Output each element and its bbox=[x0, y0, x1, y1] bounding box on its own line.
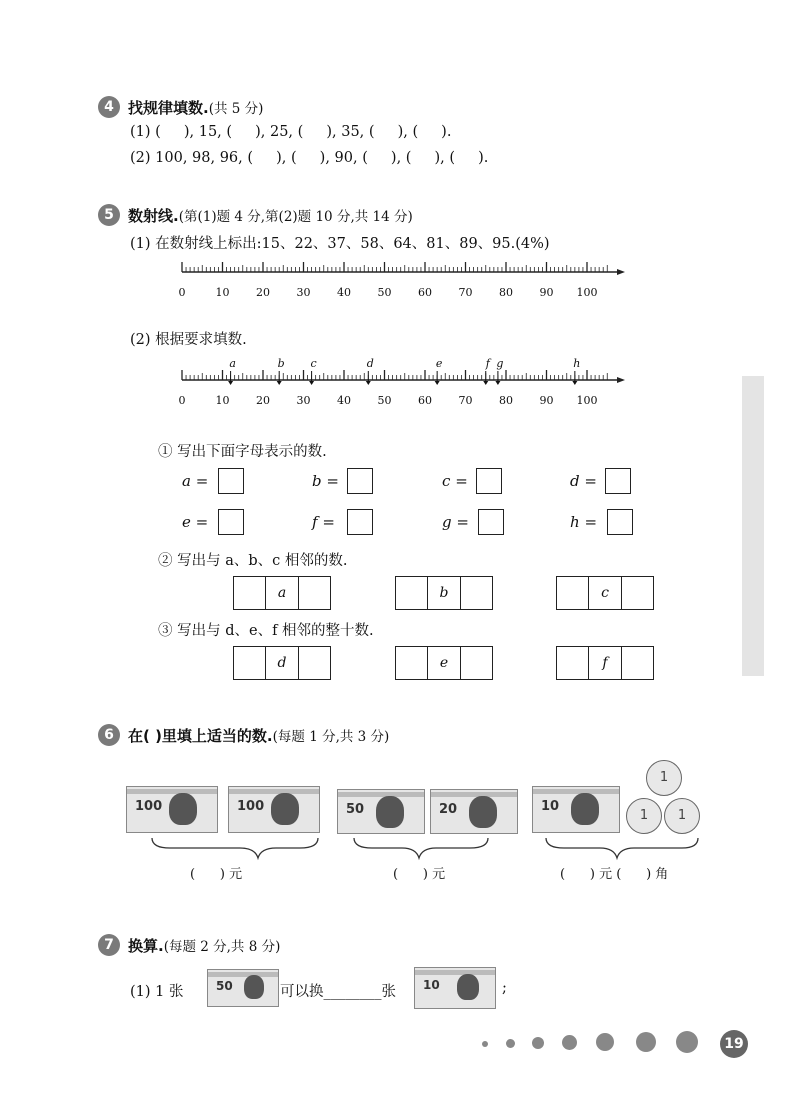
var-h-label: h bbox=[570, 513, 580, 531]
grouping-braces bbox=[140, 836, 700, 862]
equation-b bbox=[312, 472, 339, 490]
sidebar-brand-text: Yikeyilian bbox=[723, 540, 741, 621]
question-7-part-1-suffix: ; bbox=[502, 980, 507, 996]
question-5-sub-3: ③ 写出与 d、e、f 相邻的整十数. bbox=[158, 623, 374, 639]
banknote-value: 100 bbox=[135, 799, 163, 814]
var-a-label: a bbox=[182, 472, 191, 490]
question-6-title-text: 在( )里填上适当的数. bbox=[128, 727, 273, 745]
banknote-50-small bbox=[207, 969, 279, 1007]
question-4-title bbox=[128, 97, 263, 118]
banknote-10-small bbox=[414, 967, 496, 1009]
adjacent-cell-right[interactable] bbox=[622, 577, 653, 609]
sidebar-tab bbox=[742, 376, 764, 676]
letter-arrow-icon bbox=[277, 381, 282, 385]
number-ray-1 bbox=[170, 252, 630, 302]
question-6-score-note: (每题 1 分,共 3 分) bbox=[272, 729, 390, 745]
ray-tick-label: 0 bbox=[178, 286, 186, 299]
var-e-label: e bbox=[182, 513, 191, 531]
adjacent-cell-left[interactable] bbox=[234, 577, 266, 609]
banknote-band bbox=[127, 789, 217, 794]
question-5-title-text: 数射线. bbox=[128, 207, 179, 225]
equals-sign: = bbox=[455, 472, 468, 490]
portrait-icon bbox=[244, 975, 264, 999]
ray-tick-label: 60 bbox=[418, 394, 432, 407]
tens-cell-center: f bbox=[589, 647, 621, 679]
banknote-band bbox=[338, 792, 424, 797]
question-7-score-note: (每题 2 分,共 8 分) bbox=[163, 939, 281, 955]
page-number: 19 bbox=[720, 1030, 748, 1058]
equals-sign: = bbox=[195, 513, 209, 531]
banknote-value: 20 bbox=[439, 802, 458, 817]
ray-tick-label: 70 bbox=[458, 286, 473, 299]
equals-sign: = bbox=[195, 472, 209, 490]
tens-cell-left[interactable] bbox=[234, 647, 266, 679]
banknote-value: 100 bbox=[237, 799, 265, 814]
footer-dot bbox=[636, 1032, 656, 1052]
question-4-line-2: (2) 100, 98, 96, ( ), ( ), 90, ( ), ( ), ( ). bbox=[130, 150, 489, 166]
adjacent-cell-right[interactable] bbox=[461, 577, 492, 609]
banknote-100-b bbox=[228, 786, 320, 833]
var-c-label: c bbox=[442, 472, 451, 490]
ray-tick-label: 50 bbox=[377, 394, 392, 407]
question-5-sub-1: ① 写出下面字母表示的数. bbox=[158, 444, 327, 460]
banknote-value: 10 bbox=[541, 799, 560, 814]
letter-arrow-icon bbox=[366, 381, 371, 385]
letter-label-e: e bbox=[435, 357, 443, 370]
var-d-label: d bbox=[570, 472, 580, 490]
ray-tick-label: 30 bbox=[296, 394, 311, 407]
portrait-icon bbox=[571, 793, 599, 825]
brace-group-1 bbox=[152, 838, 318, 858]
equation-c bbox=[442, 472, 468, 490]
equals-sign: = bbox=[584, 513, 598, 531]
ray-tick-label: 80 bbox=[499, 286, 513, 299]
adjacent-cell-center: a bbox=[266, 577, 298, 609]
coin-1-jiao-left: 1 bbox=[626, 798, 662, 834]
ray-tick-label: 90 bbox=[539, 286, 554, 299]
letter-label-d: d bbox=[366, 357, 374, 370]
brace-group-3 bbox=[546, 838, 698, 858]
question-5-number: 5 bbox=[98, 204, 120, 226]
letter-label-f: f bbox=[485, 357, 490, 370]
footer-dot bbox=[482, 1041, 488, 1047]
answer-blank-group-2[interactable]: ( ) 元 bbox=[393, 867, 446, 882]
answer-box-g[interactable] bbox=[478, 509, 504, 535]
equals-sign: = bbox=[322, 513, 335, 531]
question-6-title bbox=[128, 725, 389, 746]
adjacent-cell-right[interactable] bbox=[299, 577, 330, 609]
ray-tick-label: 70 bbox=[458, 394, 473, 407]
ray-tick-label: 10 bbox=[215, 286, 230, 299]
answer-box-b[interactable] bbox=[347, 468, 373, 494]
banknote-50 bbox=[337, 789, 425, 834]
question-4-number: 4 bbox=[98, 96, 120, 118]
question-5-part-1: (1) 在数射线上标出:15、22、37、58、64、81、89、95.(4%) bbox=[130, 236, 550, 252]
question-4-score-note: (共 5 分) bbox=[208, 101, 264, 117]
ray-tick-label: 40 bbox=[337, 286, 351, 299]
answer-box-c[interactable] bbox=[476, 468, 502, 494]
equation-d bbox=[570, 472, 597, 490]
footer-dot bbox=[506, 1039, 515, 1048]
tens-cell-left[interactable] bbox=[557, 647, 589, 679]
portrait-icon bbox=[376, 796, 404, 828]
letter-label-g: g bbox=[496, 357, 504, 370]
equation-g bbox=[442, 513, 469, 531]
var-b-label: b bbox=[312, 472, 322, 490]
adjacent-cell-center: b bbox=[428, 577, 460, 609]
tens-box-e bbox=[395, 646, 493, 680]
banknote-band bbox=[533, 789, 619, 794]
coin-1-jiao-right: 1 bbox=[664, 798, 700, 834]
letter-label-b: b bbox=[277, 357, 285, 370]
tens-cell-center: d bbox=[266, 647, 298, 679]
brace-group-2 bbox=[354, 838, 488, 858]
question-5-part-2: (2) 根据要求填数. bbox=[130, 332, 247, 348]
equation-h bbox=[570, 513, 597, 531]
var-g-label: g bbox=[442, 513, 452, 531]
tens-cell-right[interactable] bbox=[299, 647, 330, 679]
portrait-icon bbox=[169, 793, 197, 825]
question-5-title bbox=[128, 205, 413, 226]
letter-arrow-icon bbox=[435, 381, 440, 385]
adjacent-cell-left[interactable] bbox=[396, 577, 428, 609]
var-f-label: f bbox=[312, 513, 318, 531]
tens-box-d bbox=[233, 646, 331, 680]
answer-blank-group-3[interactable]: ( ) 元 ( ) 角 bbox=[560, 867, 669, 882]
question-7-part-1-prefix: (1) 1 张 bbox=[130, 984, 184, 1000]
ray-tick-label: 20 bbox=[256, 286, 270, 299]
adjacent-cell-left[interactable] bbox=[557, 577, 589, 609]
answer-box-e[interactable] bbox=[218, 509, 244, 535]
ray-tick-label: 50 bbox=[377, 286, 392, 299]
letter-arrow-icon bbox=[228, 381, 233, 385]
equals-sign: = bbox=[584, 472, 597, 490]
portrait-icon bbox=[457, 974, 479, 1000]
equals-sign: = bbox=[456, 513, 469, 531]
tens-cell-center: e bbox=[428, 647, 460, 679]
banknote-value: 10 bbox=[423, 978, 440, 992]
adjacent-box-b bbox=[395, 576, 493, 610]
equation-e bbox=[182, 513, 208, 531]
question-4-title-text: 找规律填数. bbox=[128, 99, 209, 117]
equals-sign: = bbox=[326, 472, 339, 490]
letter-label-c: c bbox=[310, 357, 317, 370]
banknote-20 bbox=[430, 789, 518, 834]
banknote-band bbox=[229, 789, 319, 794]
coin-1-jiao-top: 1 bbox=[646, 760, 682, 796]
letter-arrow-icon bbox=[309, 381, 314, 385]
answer-box-h[interactable] bbox=[607, 509, 633, 535]
question-5-score-note: (第(1)题 4 分,第(2)题 10 分,共 14 分) bbox=[178, 209, 413, 225]
ray-tick-label: 40 bbox=[337, 394, 351, 407]
ray-tick-label: 10 bbox=[215, 394, 230, 407]
ray-tick-label: 80 bbox=[499, 394, 513, 407]
letter-arrow-icon bbox=[572, 381, 577, 385]
portrait-icon bbox=[271, 793, 299, 825]
ray-arrow-head bbox=[617, 377, 625, 383]
footer-dot bbox=[562, 1035, 577, 1050]
ray-tick-label: 60 bbox=[418, 286, 432, 299]
banknote-value: 50 bbox=[346, 802, 365, 817]
letter-label-a: a bbox=[229, 357, 236, 370]
portrait-icon bbox=[469, 796, 497, 828]
question-6-number: 6 bbox=[98, 724, 120, 746]
question-4-line-1: (1) ( ), 15, ( ), 25, ( ), 35, ( ), ( ). bbox=[130, 124, 452, 140]
ray-tick-label: 20 bbox=[256, 394, 270, 407]
letter-label-h: h bbox=[573, 357, 581, 370]
banknote-value: 50 bbox=[216, 979, 233, 993]
ray-tick-label: 100 bbox=[576, 394, 598, 407]
adjacent-cell-center: c bbox=[589, 577, 621, 609]
footer-dot bbox=[532, 1037, 544, 1049]
banknote-100-a bbox=[126, 786, 218, 833]
ray-tick-label: 0 bbox=[178, 394, 186, 407]
question-7-number: 7 bbox=[98, 934, 120, 956]
answer-blank-group-1[interactable]: ( ) 元 bbox=[190, 867, 243, 882]
footer-dot bbox=[596, 1033, 614, 1051]
banknote-band bbox=[431, 792, 517, 797]
question-7-title-text: 换算. bbox=[128, 937, 164, 955]
ray-arrow-head bbox=[617, 269, 625, 275]
letter-arrow-icon bbox=[495, 381, 500, 385]
banknote-10 bbox=[532, 786, 620, 833]
question-7-title bbox=[128, 935, 280, 956]
adjacent-box-a bbox=[233, 576, 331, 610]
ray-tick-label: 100 bbox=[576, 286, 598, 299]
adjacent-box-c bbox=[556, 576, 654, 610]
answer-box-a[interactable] bbox=[218, 468, 244, 494]
banknote-band bbox=[415, 970, 495, 975]
answer-box-f[interactable] bbox=[347, 509, 373, 535]
letter-arrow-icon bbox=[483, 381, 488, 385]
ray-tick-label: 90 bbox=[539, 394, 554, 407]
footer-dot bbox=[676, 1031, 698, 1053]
banknote-band bbox=[208, 972, 278, 977]
tens-cell-right[interactable] bbox=[461, 647, 492, 679]
number-ray-2 bbox=[170, 350, 630, 410]
answer-box-d[interactable] bbox=[605, 468, 631, 494]
ray-tick-label: 30 bbox=[296, 286, 311, 299]
question-7-part-1-middle[interactable]: 可以换________张 bbox=[280, 984, 396, 1000]
tens-box-f bbox=[556, 646, 654, 680]
equation-f bbox=[312, 513, 335, 531]
question-5-sub-2: ② 写出与 a、b、c 相邻的数. bbox=[158, 553, 348, 569]
tens-cell-left[interactable] bbox=[396, 647, 428, 679]
equation-a bbox=[182, 472, 208, 490]
tens-cell-right[interactable] bbox=[622, 647, 653, 679]
